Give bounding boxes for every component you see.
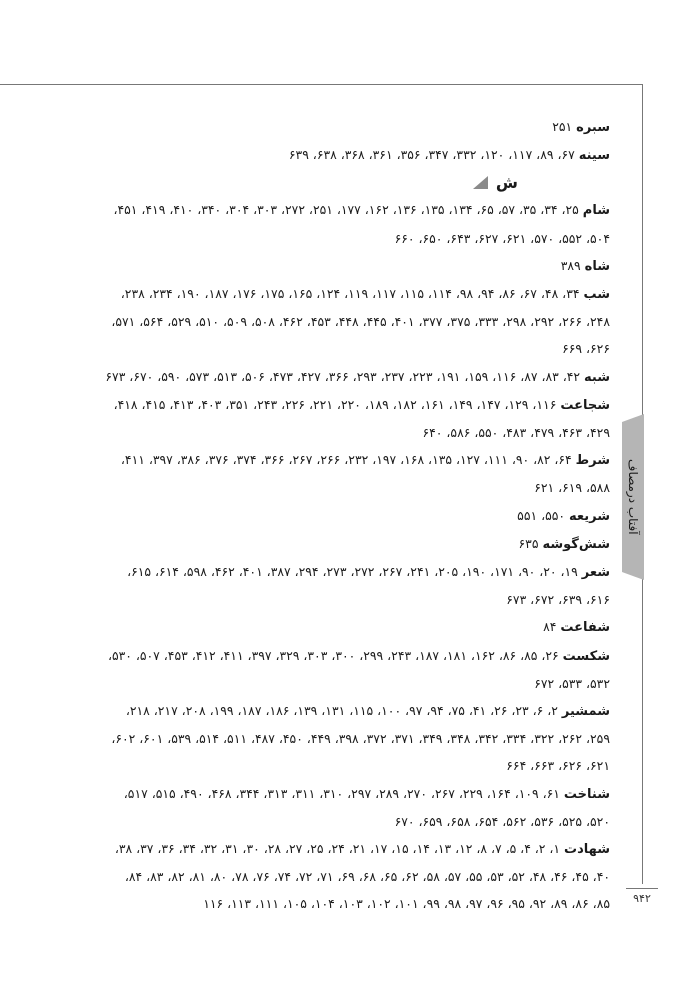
page-refs: ۳۴، ۴۸، ۶۷، ۸۶، ۹۴، ۹۸، ۱۱۴، ۱۱۵، ۱۱۷، ۱۱۹، ۱۲۴، ۱۶۵، ۱۷۵، ۱۷۶، ۱۸۷، ۱۹۰، ۲۳۴، ۲۳۸، ۲۴۸، ۲۶۶، ۲۹۲، ۲۹۸، ۳۳۳، ۳۷۵، ۳۷۷، ۴۰۱، ۴۴۵، ۴۴۸، ۴۵۳، ۴۶۲، ۵۰۸، ۵۰۹، ۵۱۰، ۵۲۹، ۵۶۴، ۵۷۱، ۶۲۶، ۶۶۹ [111, 286, 610, 357]
index-entry-shahadat [104, 835, 610, 918]
headword: شعر [581, 565, 610, 581]
headword: شجاعت [560, 397, 610, 413]
page-refs: ۱۱۶، ۱۲۹، ۱۴۷، ۱۴۹، ۱۶۱، ۱۸۲، ۱۸۹، ۲۲۰، ۲۲۱، ۲۲۶، ۲۴۳، ۳۵۱، ۴۰۳، ۴۱۳، ۴۱۵، ۴۱۸، ۴۲۹، ۴۶۳، ۴۷۹، ۴۸۳، ۵۵۰، ۵۸۶، ۶۴۰ [113, 396, 610, 441]
top-rule [0, 84, 643, 85]
headword: شریعه [569, 508, 610, 524]
index-entry-shab [104, 280, 610, 363]
page-refs: ۲۶، ۸۵، ۸۶، ۱۶۲، ۱۸۱، ۱۸۷، ۲۴۳، ۲۹۹، ۳۰۰، ۳۰۳، ۳۲۹، ۳۹۷، ۴۱۱، ۴۱۲، ۴۵۳، ۵۰۷، ۵۳۰، ۵۳۲، ۵۳۳، ۶۷۲ [107, 647, 610, 691]
triangle-marker-icon [473, 176, 488, 189]
page-refs: ۵۵۰، ۵۵۱ [517, 507, 566, 523]
headword: شام [582, 203, 610, 219]
index-entry-shart [104, 446, 610, 501]
page-refs: ۲۵۱ [552, 119, 573, 134]
index-entry-sher [104, 558, 610, 613]
headword: شاه [584, 258, 610, 274]
headword: شهادت [564, 842, 610, 858]
index-entry-sham [104, 196, 610, 251]
page-refs: ۶۷، ۸۹، ۱۱۷، ۱۲۰، ۳۳۲، ۳۴۷، ۳۵۶، ۳۶۱، ۳۶۸، ۶۳۸، ۶۳۹ [288, 147, 575, 163]
page-refs: ۲۵، ۳۴، ۳۵، ۵۷، ۶۵، ۱۳۴، ۱۳۵، ۱۳۶، ۱۶۲، ۱۷۷، ۲۵۱، ۲۷۲، ۳۰۳، ۳۰۴، ۳۴۰، ۴۱۰، ۴۱۹، ۴۵۱، ۵۰۴، ۵۵۲، ۵۷۰، ۶۲۱، ۶۲۷، ۶۴۳، ۶۵۰، ۶۶۰ [113, 202, 610, 246]
section-tab-label: آفتاب درمصاف [626, 459, 640, 535]
page-refs: ۶۳۵ [518, 535, 539, 551]
headword: شب [583, 287, 610, 303]
page-refs: ۶۱، ۱۰۹، ۱۶۴، ۲۲۹، ۲۶۷، ۲۷۰، ۲۸۹، ۲۹۷، ۳۱۰، ۳۱۱، ۳۱۳، ۳۴۴، ۴۶۸، ۴۹۰، ۵۱۵، ۵۱۷، ۵۲۰، ۵۲۵، ۵۳۶، ۵۶۲، ۶۵۴، ۶۵۸، ۶۵۹، ۶۷۰ [123, 785, 610, 829]
letter-heading [104, 169, 610, 196]
headword: شناخت [563, 786, 610, 802]
headword: شکست [562, 648, 610, 664]
headword: شرط [575, 453, 610, 469]
index-entry-sheshgushe [104, 530, 610, 558]
page-refs: ۶۴، ۸۲، ۹۰، ۱۱۱، ۱۲۷، ۱۳۵، ۱۶۸، ۱۹۷، ۲۳۲، ۲۶۶، ۲۶۷، ۳۶۶، ۳۷۴، ۳۷۶، ۳۸۶، ۳۹۷، ۴۱۱، ۵۸۸، ۶۱۹، ۶۲۱ [120, 452, 610, 496]
page-refs: ۴۲، ۸۳، ۸۷، ۱۱۶، ۱۵۹، ۱۹۱، ۲۲۳، ۲۳۷، ۲۹۳، ۳۶۶، ۴۲۷، ۴۷۳، ۵۰۶، ۵۱۳، ۵۷۳، ۵۹۰، ۶۷۰، ۶۷۳ [105, 368, 581, 384]
index-entry-shariah [104, 502, 610, 530]
index-entry-shamshir [104, 697, 610, 780]
headword: شبه [584, 369, 610, 385]
index-entry-shenakht [104, 780, 610, 835]
headword: شفاعت [560, 620, 610, 636]
index-entry-sabre [104, 113, 610, 141]
index-entry-sine [104, 141, 610, 169]
headword: سینه [578, 148, 610, 164]
index-entry-shojaat [104, 391, 610, 446]
page-refs: ۱، ۲، ۴، ۵، ۷، ۸، ۱۲، ۱۳، ۱۴، ۱۵، ۱۷، ۲۱، ۲۴، ۲۵، ۲۷، ۲۸، ۳۰، ۳۱، ۳۲، ۳۴، ۳۶، ۳۷، ۳۸، ۴۰، ۴۵، ۴۶، ۴۸، ۵۲، ۵۳، ۵۵، ۵۷، ۵۸، ۶۲، ۶۵، ۶۸، ۶۹، ۷۱، ۷۲، ۷۴، ۷۶، ۷۸، ۸۰، ۸۱، ۸۲، ۸۳، ۸۴، ۸۵، ۸۶، ۸۹، ۹۲، ۹۵، ۹۶، ۹۷، ۹۸، ۹۹، ۱۰۱، ۱۰۲، ۱۰۳، ۱۰۴، ۱۰۵، ۱۱۱، ۱۱۳، ۱۱۶ [114, 841, 610, 912]
headword: سبره [576, 120, 610, 135]
letter-heading-char: ش [495, 173, 518, 193]
headword: شش‌گوشه [542, 536, 610, 552]
headword: شمشیر [561, 704, 610, 720]
page-refs: ۱۹، ۲۰، ۹۰، ۱۷۱، ۱۹۰، ۲۰۵، ۲۴۱، ۲۶۷، ۲۷۲، ۲۷۳، ۲۹۴، ۳۸۷، ۴۰۱، ۴۶۲، ۵۹۸، ۶۱۴، ۶۱۵، ۶۱۶، ۶۳۹، ۶۷۲، ۶۷۳ [127, 564, 610, 608]
index-entry-shafaat [104, 613, 610, 641]
index-entry-shah [104, 252, 610, 280]
index-entry-shekast [104, 642, 610, 697]
page-number: ۹۴۲ [626, 888, 658, 905]
page-refs: ۸۴ [543, 619, 557, 635]
subject-index [104, 113, 610, 918]
index-entry-shabah [104, 363, 610, 391]
page-refs: ۳۸۹ [560, 257, 581, 273]
page-refs: ۲، ۶، ۲۳، ۲۶، ۴۱، ۷۵، ۹۴، ۹۷، ۱۰۰، ۱۱۵، ۱۳۱، ۱۳۹، ۱۸۶، ۱۸۷، ۱۹۹، ۲۰۸، ۲۱۷، ۲۱۸، ۲۵۹، ۲۶۲، ۳۲۲، ۳۳۴، ۳۴۲، ۳۴۸، ۳۴۹، ۳۷۱، ۳۷۲، ۳۹۸، ۴۴۹، ۴۵۰، ۴۸۷، ۵۱۱، ۵۱۴، ۵۳۹، ۶۰۱، ۶۰۲، ۶۲۱، ۶۲۶، ۶۶۳، ۶۶۴ [111, 703, 610, 774]
